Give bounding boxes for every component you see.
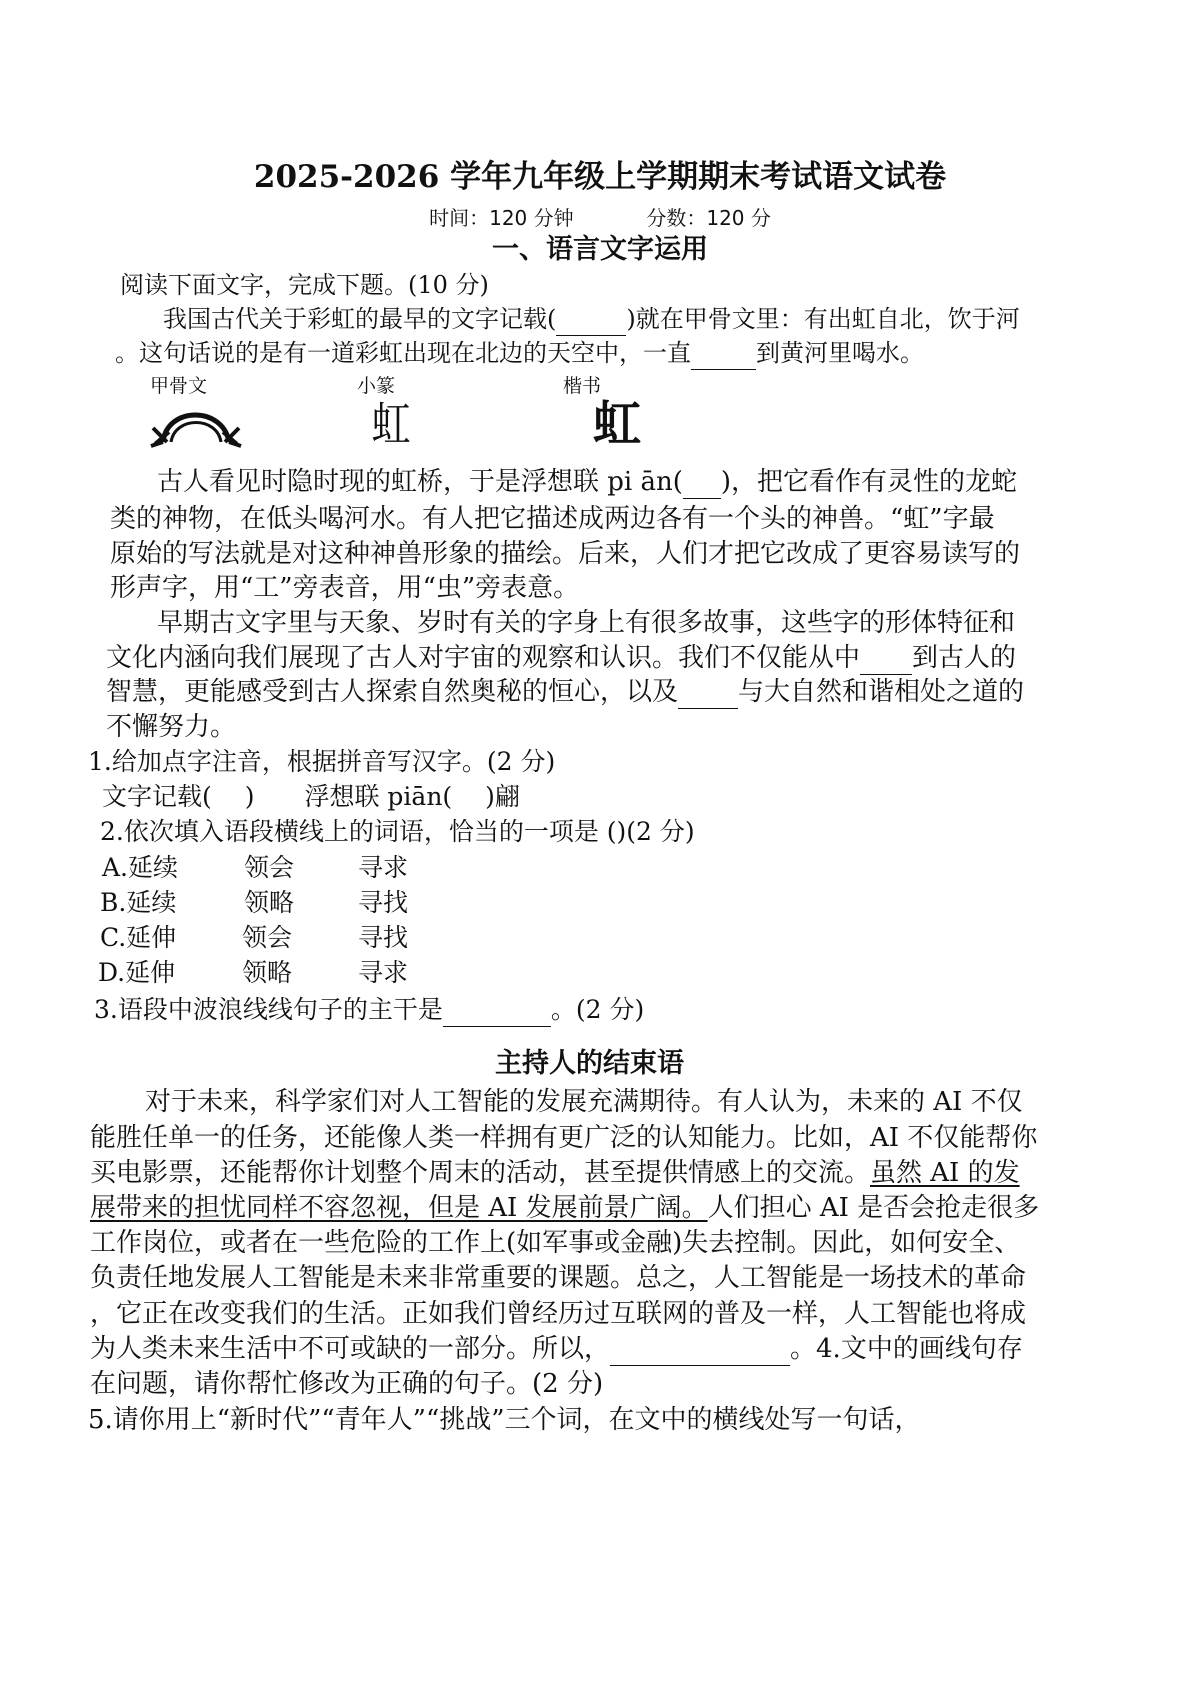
- q2-option-d[interactable]: D.延伸 领略 寻求: [98, 958, 409, 987]
- label-regular-script: 楷书: [563, 375, 602, 397]
- regular-script-rainbow-glyph: 虹: [593, 396, 642, 452]
- section2-line1: 对于未来，科学家们对人工智能的发展充满期待。有人认为，未来的 AI 不仅: [145, 1087, 1023, 1117]
- underlined-sentence-part1: 虽然 AI 的发: [870, 1158, 1020, 1188]
- q1-item-b[interactable]: 浮想联 piān( )翩: [304, 782, 520, 811]
- answer-blank[interactable]: [443, 1000, 551, 1027]
- passage3-line1: 早期古文字里与天象、岁时有关的字身上有很多故事，这些字的形体特征和: [157, 608, 1016, 638]
- section2-line4: 展带来的担忧同样不容忽视，但是 AI 发展前景广阔。人们担心 AI 是否会抢走很多: [90, 1193, 1040, 1223]
- passage3-line2: 文化内涵向我们展现了古人对宇宙的观察和认识。我们不仅能从中 到古人的: [106, 643, 1017, 673]
- passage3-line4: 不懈努力。: [106, 712, 237, 742]
- q1-stem: 1.给加点字注音，根据拼音写汉字。(2 分): [88, 747, 556, 776]
- q2-option-c[interactable]: C.延伸 领会 寻找: [100, 923, 409, 952]
- small-seal-rainbow-glyph: 虹: [371, 397, 411, 451]
- section2-line3: 买电影票，还能帮你计划整个周末的活动，甚至提供情感上的交流。虽然 AI 的发: [90, 1158, 1020, 1188]
- section1-instruction: 阅读下面文字，完成下题。(10 分): [120, 271, 489, 299]
- section2-line6: 负责任地发展人工智能是未来非常重要的课题。总之，人工智能是一场技术的革命: [90, 1263, 1027, 1293]
- answer-blank[interactable]: [683, 472, 721, 499]
- passage2-line1: 古人看见时隐时现的虹桥，于是浮想联 pi ān( )，把它看作有灵性的龙蛇: [157, 467, 1018, 497]
- q3-stem: 3.语段中波浪线线句子的主干是 。(2 分): [94, 993, 644, 1027]
- section2-line7: ，它正在改变我们的生活。正如我们曾经历过互联网的普及一样，人工智能也将成: [90, 1299, 1027, 1329]
- q2-option-a[interactable]: A.延续 领会 寻求: [102, 853, 409, 882]
- exam-time: 时间：120 分钟: [429, 206, 574, 230]
- section1-heading: 一、语言文字运用: [492, 234, 708, 265]
- q1-item-a[interactable]: 文字记载( ): [102, 782, 255, 811]
- label-small-seal: 小篆: [357, 375, 396, 397]
- label-oracle-bone: 甲骨文: [150, 375, 208, 397]
- exam-meta: [0, 201, 1200, 235]
- answer-blank[interactable]: [691, 343, 756, 370]
- passage2-line3: 原始的写法就是对这种神兽形象的描绘。后来，人们才把它改成了更容易读写的: [110, 539, 1021, 569]
- passage1-line2: 。这句话说的是有一道彩虹出现在北边的天空中，一直 到黄河里喝水。: [115, 336, 924, 370]
- passage2-line4: 形声字，用“工”旁表音，用“虫”旁表意。: [110, 573, 580, 603]
- q2-stem: 2.依次填入语段横线上的词语，恰当的一项是 ()(2 分): [100, 817, 695, 846]
- exam-score: 分数：120 分: [646, 206, 771, 230]
- q2-option-b[interactable]: B.延续 领略 寻找: [100, 888, 409, 917]
- answer-blank[interactable]: [610, 1339, 790, 1366]
- section2-line8: 为人类未来生活中不可或缺的一部分。所以， 。4.文中的画线句存: [90, 1334, 1023, 1364]
- passage1-line1: 我国古代关于彩虹的最早的文字记载( )就在甲骨文里：有出虹自北，饮于河: [163, 302, 1020, 336]
- q5-stem: 5.请你用上“新时代”“青年人”“挑战”三个词，在文中的横线处写一句话，: [88, 1405, 921, 1435]
- section2-line2: 能胜任单一的任务，还能像人类一样拥有更广泛的认知能力。比如，AI 不仅能帮你: [90, 1123, 1038, 1153]
- oracle-bone-rainbow-glyph: [145, 398, 245, 450]
- exam-title: 2025-2026 学年九年级上学期期末考试语文试卷: [253, 159, 947, 195]
- answer-blank[interactable]: [678, 682, 738, 709]
- q1-items: [102, 780, 520, 814]
- passage3-line3: 智慧，更能感受到古人探索自然奥秘的恒心，以及 与大自然和谐相处之道的: [106, 677, 1025, 707]
- section2-line9: 在问题，请你帮忙修改为正确的句子。(2 分): [90, 1369, 604, 1399]
- section2-line5: 工作岗位，或者在一些危险的工作上(如军事或金融)失去控制。因此，如何安全、: [90, 1228, 1021, 1258]
- underlined-sentence-part2: 展带来的担忧同样不容忽视，但是 AI 发展前景广阔。: [90, 1193, 708, 1223]
- passage2-line2: 类的神物，在低头喝河水。有人把它描述成两边各有一个头的神兽。“虹”字最: [110, 504, 995, 534]
- answer-blank[interactable]: [860, 648, 912, 675]
- answer-blank[interactable]: [556, 309, 626, 336]
- section2-heading: 主持人的结束语: [495, 1048, 684, 1079]
